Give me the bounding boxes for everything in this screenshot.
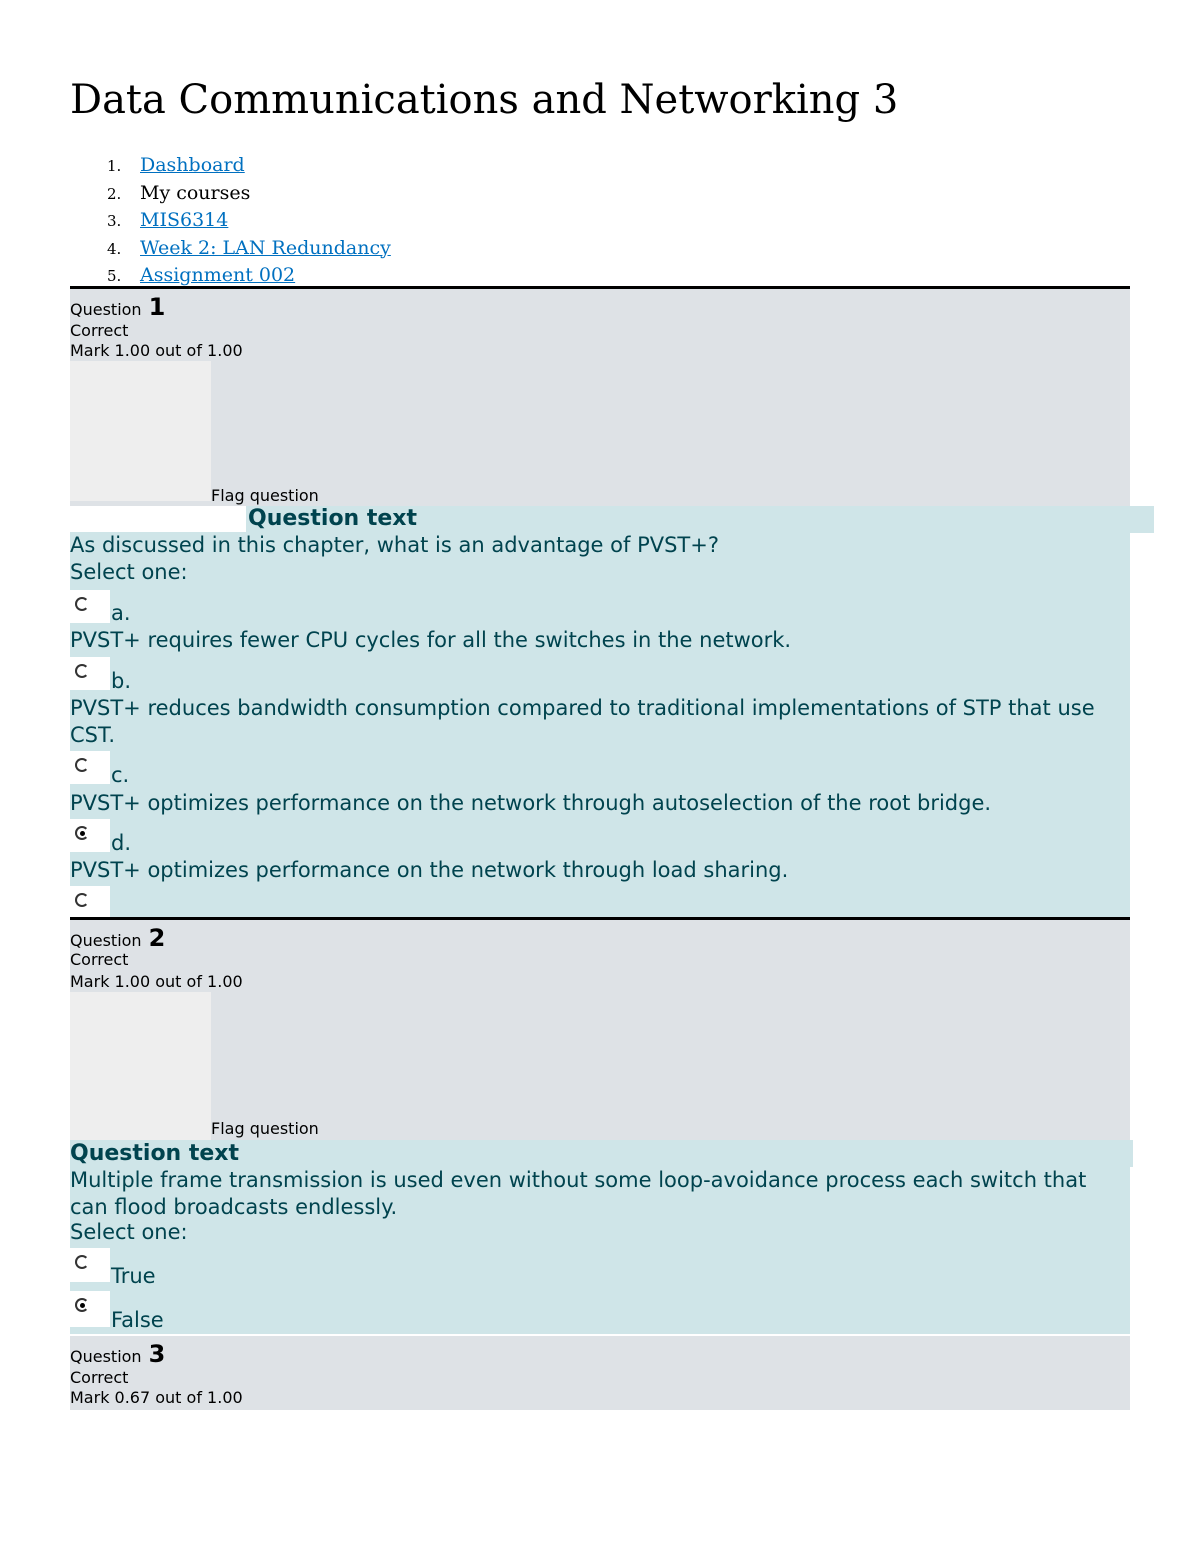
heading-overflow (1130, 1140, 1133, 1167)
breadcrumb-item-week: 4. Week 2: LAN Redundancy (107, 236, 391, 259)
heading-spacer (70, 506, 246, 532)
question-number: Question 2 (70, 924, 166, 952)
option-b-letter: b. (111, 669, 132, 693)
breadcrumb-item-course: 3. MIS6314 (107, 209, 229, 231)
breadcrumb-item-dashboard: 1. Dashboard (107, 154, 245, 176)
question-grade: Mark 0.67 out of 1.00 (70, 1388, 243, 1407)
question-grade: Mark 1.00 out of 1.00 (70, 972, 243, 991)
question-1-info (70, 289, 1130, 506)
flag-icon[interactable] (70, 992, 211, 1140)
option-c-text[interactable]: PVST+ optimizes performance on the network through autoselection of the root bridge. (70, 791, 992, 815)
assignment-link[interactable]: Assignment 002 (140, 264, 296, 286)
my-courses-label: My courses (140, 181, 251, 204)
select-one-label: Select one: (70, 560, 188, 584)
breadcrumb-item-assignment: 5. Assignment 002 (107, 264, 296, 286)
dashboard-link[interactable]: Dashboard (140, 154, 245, 176)
question-1-content (70, 506, 1130, 918)
question-text: Multiple frame transmission is used even without some loop-avoidance process each switch that can flood broadcasts endlessly. (70, 1168, 1087, 1219)
flag-question-link[interactable]: Flag question (211, 1119, 319, 1138)
question-2-content (70, 1140, 1130, 1334)
option-b-radio[interactable] (70, 657, 110, 690)
question-2-info (70, 920, 1130, 1140)
flag-question-link[interactable]: Flag question (211, 486, 319, 505)
option-a-radio[interactable] (70, 590, 110, 623)
question-text-heading: Question text (70, 1141, 240, 1166)
option-b-text[interactable]: PVST+ reduces bandwidth consumption compared to traditional implementations of STP that use CST. (70, 696, 1095, 747)
option-false-radio[interactable] (70, 1291, 110, 1327)
option-true-label[interactable]: True (111, 1264, 156, 1288)
option-false-label[interactable]: False (111, 1308, 164, 1332)
week-link[interactable]: Week 2: LAN Redundancy (140, 236, 391, 259)
question-text: As discussed in this chapter, what is an advantage of PVST+? (70, 533, 720, 557)
radio-icon (75, 758, 89, 772)
radio-icon (75, 664, 89, 678)
breadcrumb-item-my-courses: 2. My courses (107, 181, 251, 204)
question-number: Question 1 (70, 293, 166, 321)
option-a-text[interactable]: PVST+ requires fewer CPU cycles for all the switches in the network. (70, 628, 792, 652)
question-state: Correct (70, 950, 129, 969)
flag-icon[interactable] (70, 361, 211, 501)
option-c-letter: c. (111, 763, 130, 787)
option-d-text[interactable]: PVST+ optimizes performance on the network through load sharing. (70, 858, 789, 882)
option-c-radio[interactable] (70, 751, 110, 784)
page-title: Data Communications and Networking 3 (70, 77, 899, 123)
question-text-heading: Question text (248, 506, 418, 531)
course-link[interactable]: MIS6314 (140, 209, 229, 231)
radio-selected-icon (75, 826, 89, 840)
question-state: Correct (70, 321, 129, 340)
option-true-radio[interactable] (70, 1248, 110, 1282)
radio-icon (75, 1255, 89, 1269)
select-one-label: Select one: (70, 1220, 188, 1244)
question-grade: Mark 1.00 out of 1.00 (70, 341, 243, 360)
option-d-radio[interactable] (70, 819, 110, 852)
radio-icon (75, 893, 89, 907)
radio-selected-icon (75, 1298, 89, 1312)
clear-choice-radio[interactable] (70, 886, 110, 918)
question-number: Question 3 (70, 1340, 166, 1368)
breadcrumb (70, 152, 391, 290)
option-d-letter: d. (111, 831, 132, 855)
question-state: Correct (70, 1368, 129, 1387)
question-3-info (70, 1336, 1130, 1410)
heading-overflow (1130, 506, 1154, 533)
radio-icon (75, 597, 89, 611)
option-a-letter: a. (111, 601, 131, 625)
